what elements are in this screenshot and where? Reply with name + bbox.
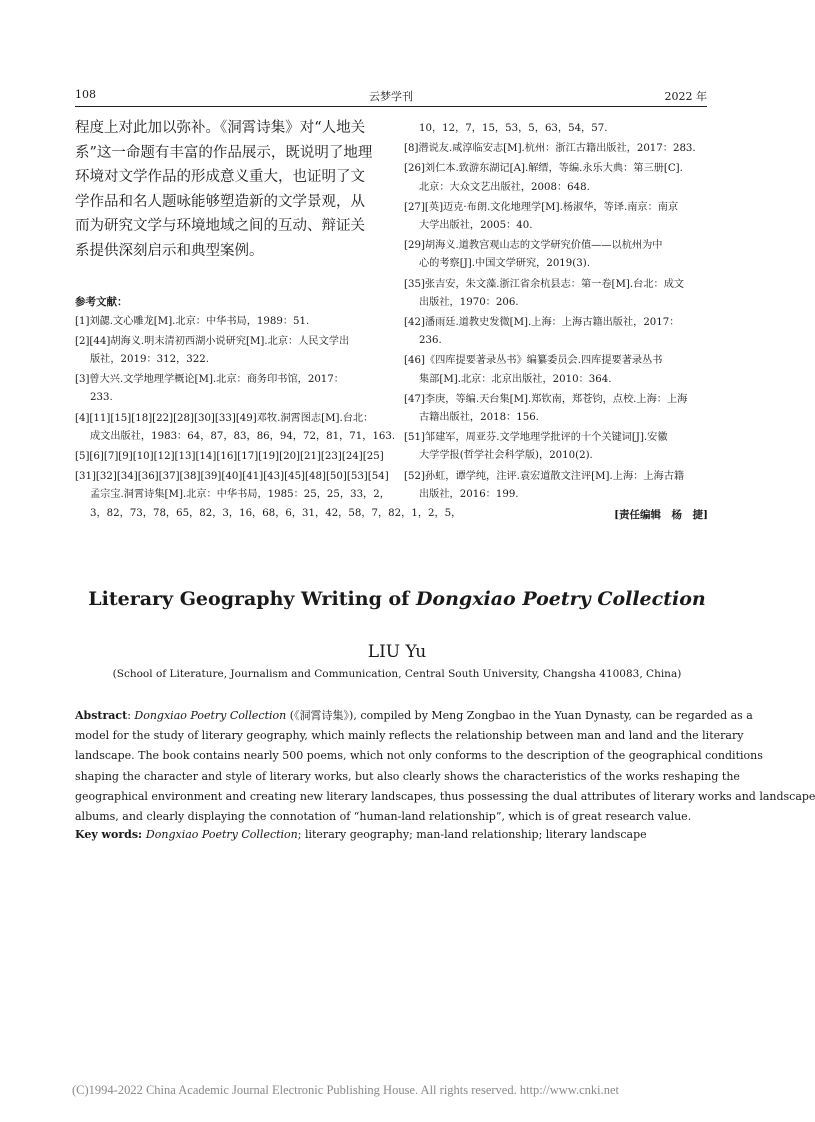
reference-item <box>404 237 708 273</box>
reference-line: [35]张吉安，朱文藻.浙江省余杭县志：第一卷[M].台北：成文 <box>404 278 685 290</box>
reference-item <box>404 160 708 196</box>
reference-item <box>404 314 708 350</box>
reference-line: [26]刘仁本.致游东湖记[A].解缙，等编.永乐大典：第三册[C]. <box>404 163 683 175</box>
reference-line: 大学学报(哲学社会科学版)，2010(2). <box>419 450 593 462</box>
reference-item <box>75 448 385 466</box>
reference-line: [1]刘勰.文心雕龙[M].北京：中华书局，1989：51. <box>75 315 310 327</box>
reference-list-right <box>404 120 708 504</box>
reference-line: [29]胡海义.道教宫观山志的文学研究价值——以杭州为中 <box>404 240 663 252</box>
reference-item <box>75 313 385 331</box>
reference-line: 孟宗宝.洞霄诗集[M].北京：中华书局，1985：25，25，33，2， <box>90 489 390 501</box>
reference-line: 233. <box>90 392 113 404</box>
abstract-line: model for the study of literary geography, which mainly reflects the relationship between man and land and the literary <box>75 729 744 743</box>
english-abstract <box>75 706 815 827</box>
reference-line: [42]潘雨廷.道教史发微[M].上海：上海古籍出版社，2017： <box>404 317 680 329</box>
body-line: 系”这一命题有丰富的作品展示，既说明了地理 <box>75 144 373 161</box>
abstract-line: shaping the character and style of literary works, but also clearly shows the characteristics of the works reshaping the <box>75 769 740 783</box>
english-keywords: Key words: Dongxiao Poetry Collection; literary geography; man-land relationship; literary landscape <box>75 828 647 841</box>
reference-item <box>75 410 396 446</box>
english-affiliation: (School of Literature, Journalism and Communication, Central South University, Changsha 410083, China) <box>112 668 682 680</box>
reference-line: [2][44]胡海义.明末清初西湖小说研究[M].北京：人民文学出 <box>75 335 350 347</box>
reference-line: [5][6][7][9][10][12][13][14][16][17][19][20][21][23][24][25] <box>75 450 384 462</box>
reference-line: 出版社，1970：206. <box>419 296 519 308</box>
body-line: 学作品和名人题咏能够塑造新的文学景观，从 <box>75 193 365 210</box>
reference-line: [52]孙虹，谭学纯，注评.袁宏道散文注评[M].上海：上海古籍 <box>404 470 685 482</box>
reference-item <box>404 140 708 158</box>
reference-line: 3，82，73，78，65，82，3，16，68，6，31，42，58，7，82，1，2，5， <box>90 507 462 519</box>
body-line: 而为研究文学与环境地域之间的互动、辩证关 <box>75 218 365 235</box>
abstract-line: albums, and clearly displaying the connotation of “human-land relationship”, which is of great research value. <box>75 810 692 824</box>
journal-name: 云梦学刊 <box>369 90 413 103</box>
reference-line: [3]曾大兴.文学地理学概论[M].北京：商务印书馆，2017： <box>75 374 344 386</box>
reference-item <box>404 429 708 465</box>
reference-item <box>404 391 708 427</box>
header-rule <box>75 106 707 107</box>
reference-item <box>404 199 708 235</box>
abstract-work-title: Dongxiao Poetry Collection <box>134 709 287 722</box>
abstract-line: landscape. The book contains nearly 500 poems, which not only conforms to the description of the geographical conditions <box>75 749 763 763</box>
copyright-footer: (C)1994-2022 China Academic Journal Electronic Publishing House. All rights reserved. http://www.cnki.net <box>72 1083 620 1097</box>
references-heading: 参考文献： <box>75 295 128 308</box>
reference-line: [8]潜说友.咸淳临安志[M].杭州：浙江古籍出版社，2017：283. <box>404 143 696 155</box>
reference-item <box>75 371 385 407</box>
body-line: 系提供深刻启示和典型案例。 <box>75 242 264 259</box>
reference-line: 集部[M].北京：北京出版社，2010：364. <box>419 373 612 385</box>
reference-line: [46]《四库提要著录丛书》编纂委员会.四库提要著录丛书 <box>404 355 663 367</box>
reference-line: 出版社，2016：199. <box>419 488 519 500</box>
right-column <box>404 120 708 522</box>
reference-line: 大学出版社，2005：40. <box>419 220 533 232</box>
abstract-label: Abstract <box>75 709 128 722</box>
reference-line: [47]李庚，等编.天台集[M].郑钦南，郑苍钧，点校.上海：上海 <box>404 393 688 405</box>
reference-line: 心的考察[J].中国文学研究，2019(3). <box>419 258 590 270</box>
responsible-editor: [责任编辑 杨 捷] <box>614 509 708 522</box>
reference-item <box>404 120 708 138</box>
running-header <box>75 88 707 106</box>
journal-year: 2022 年 <box>664 90 707 103</box>
reference-line: [51]邹建军，周亚芬.文学地理学批评的十个关键词[J].安徽 <box>404 432 668 444</box>
reference-item <box>75 468 462 523</box>
reference-line: 北京：大众文艺出版社，2008：648. <box>419 181 590 193</box>
reference-line: 成文出版社，1983：64，87，83，86，94，72，81，71，163. <box>90 430 396 442</box>
reference-item <box>75 333 385 369</box>
reference-line: 版社，2019：312，322. <box>90 353 209 365</box>
reference-line: [4][11][15][18][22][28][30][33][49]邓牧.洞霄图志[M].台北： <box>75 412 374 424</box>
abstract-line: Abstract: Dongxiao Poetry Collection (《洞霄诗集》), compiled by Meng Zongbao in the Yuan Dynasty, can be regarded as a <box>75 709 753 722</box>
reference-line: [31][32][34][36][37][38][39][40][41][43][45][48][50][53][54] <box>75 471 389 483</box>
english-title: Literary Geography Writing of Dongxiao Poetry Collection <box>88 588 706 610</box>
reference-line: 古籍出版社，2018：156. <box>419 412 539 424</box>
reference-line: [27][英]迈克·布朗.文化地理学[M].杨淑华，等译.南京：南京 <box>404 201 679 213</box>
reference-item <box>404 276 708 312</box>
body-paragraph <box>75 116 385 264</box>
reference-line: 236. <box>419 335 442 347</box>
reference-line: 10，12，7，15，53，5，63，54，57. <box>419 123 608 134</box>
reference-item <box>404 352 708 388</box>
abstract-line: geographical environment and creating new literary landscapes, thus possessing the dual attributes of literary works and landscape <box>75 789 815 803</box>
page-number: 108 <box>75 88 96 101</box>
body-line: 环境对文学作品的形成意义重大，也证明了文 <box>75 169 365 186</box>
reference-item <box>404 468 708 504</box>
body-line: 程度上对此加以弥补。《洞霄诗集》对“人地关 <box>75 120 366 136</box>
english-author: LIU Yu <box>367 642 427 662</box>
